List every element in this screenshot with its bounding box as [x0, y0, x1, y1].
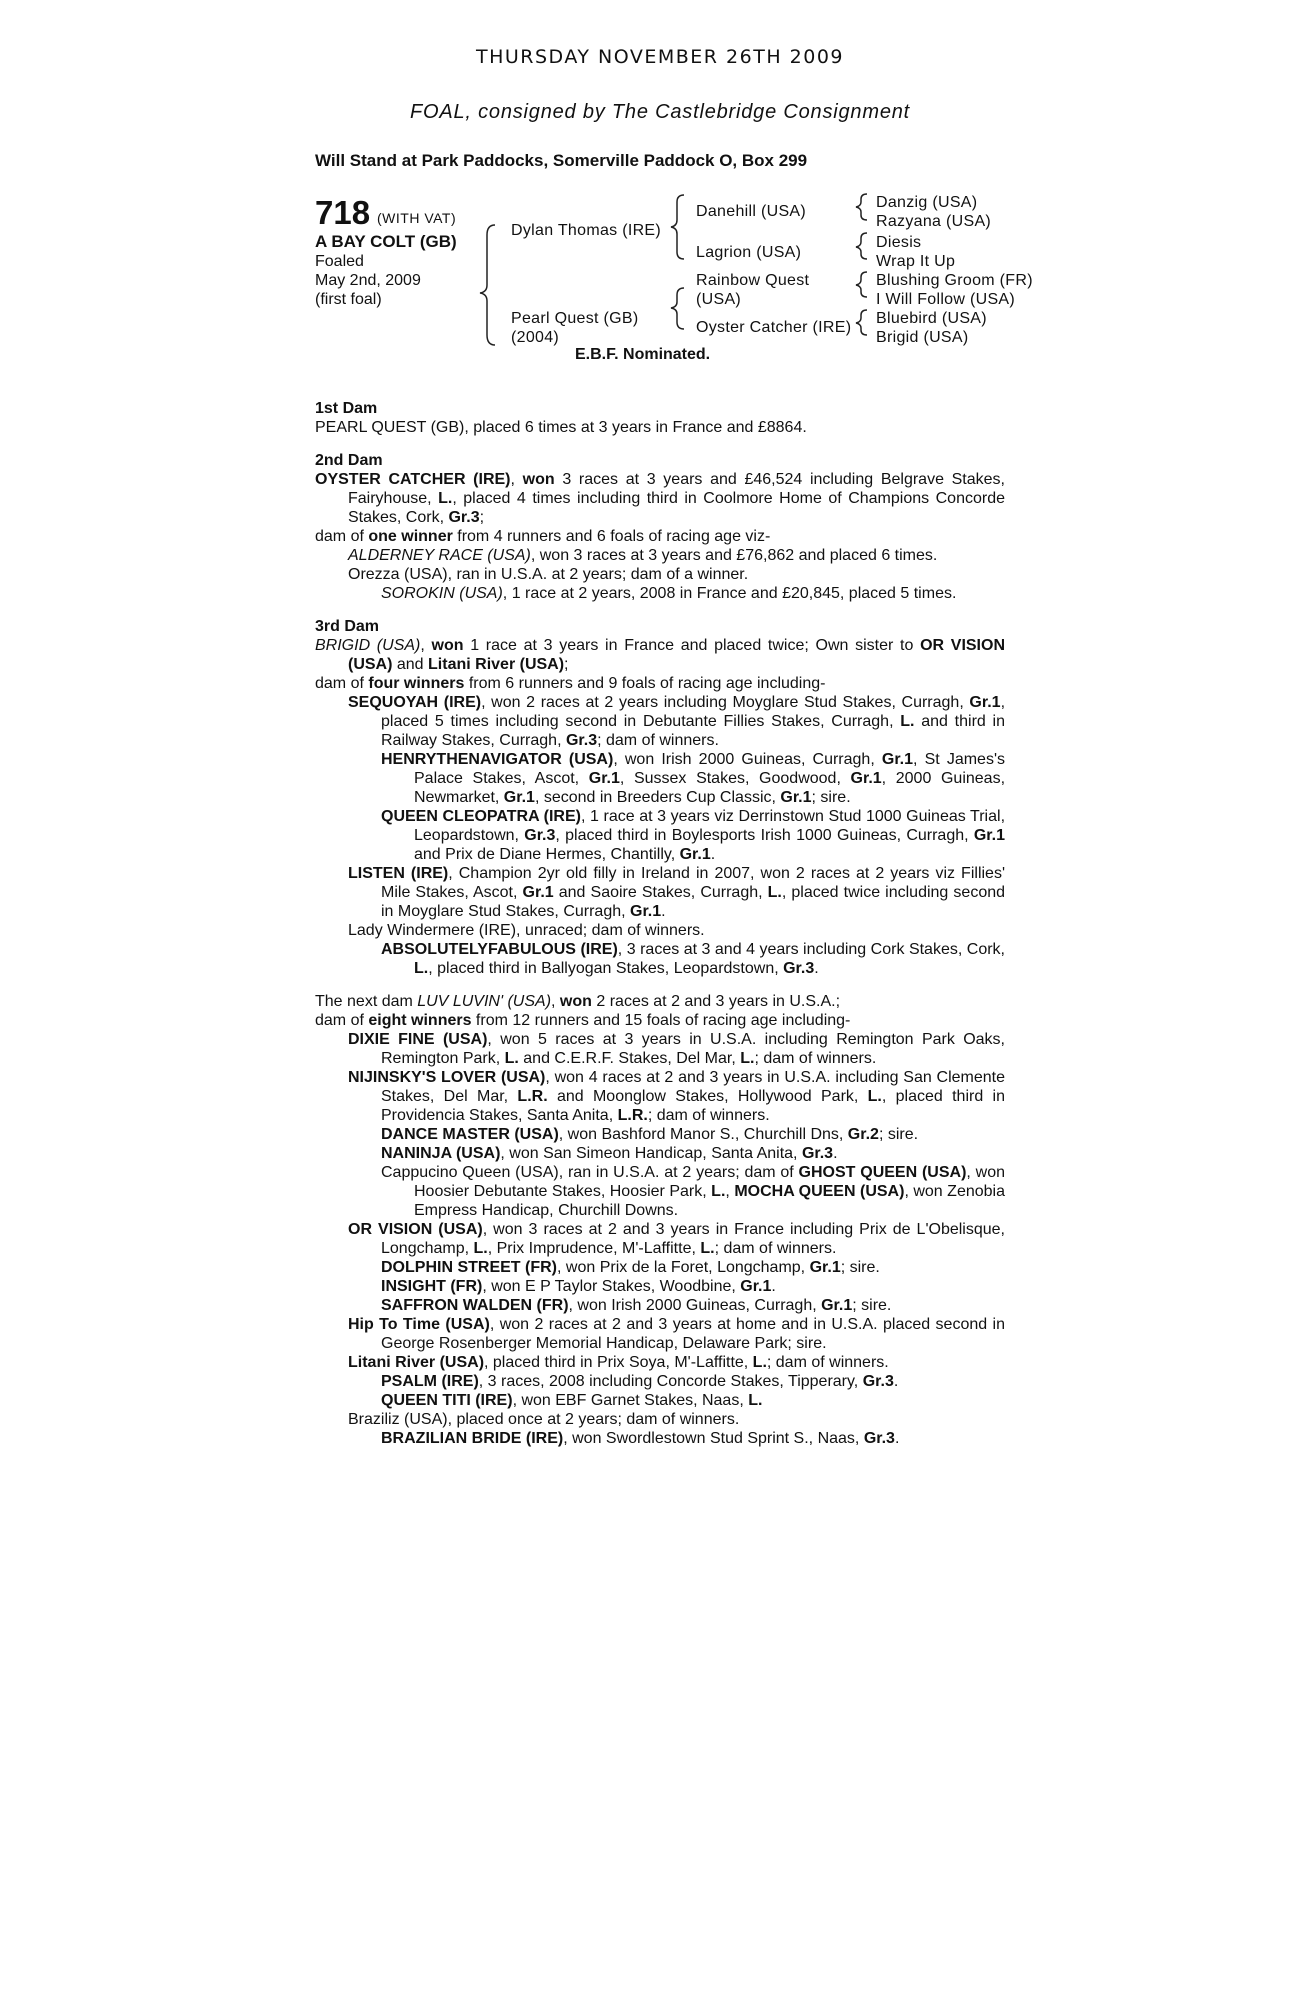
produce-summary-text: from 6 runners and 9 foals of racing age including-: [464, 675, 826, 692]
produce-name: ALDERNEY RACE (USA): [348, 547, 531, 564]
pedigree-dam-name: Pearl Quest (GB): [511, 310, 639, 327]
lot-name: A BAY COLT (GB): [315, 232, 457, 251]
produce-entry: SAFFRON WALDEN (FR), won Irish 2000 Guineas, Curragh, Gr.1; sire.: [381, 1297, 892, 1314]
pedigree-sdd: Wrap It Up: [876, 253, 956, 270]
foaled-label: Foaled: [315, 253, 364, 270]
second-dam-name: OYSTER CATCHER (IRE): [315, 471, 511, 488]
dam-of: dam of: [315, 528, 369, 545]
produce-entry: HENRYTHENAVIGATOR (USA), won Irish 2000 Guineas, Curragh, Gr.1, St James's Palace Stakes, Ascot, Gr.1, Sussex Stakes, Goodwood, Gr.1, 2000 Guineas, Newmarket, Gr.1, second in Breeders Cup Classic, Gr.1; sire.: [381, 751, 1006, 806]
third-dam-produce-summary: [315, 674, 1005, 693]
third-dam-name: BRIGID (USA): [315, 637, 421, 654]
pedigree-sire-dam: Lagrion (USA): [696, 244, 802, 261]
second-dam-produce-summary: [315, 527, 1005, 546]
ebf-nomination: E.B.F. Nominated.: [575, 346, 711, 363]
vat-note: (WITH VAT): [377, 210, 457, 226]
produce-entry: PSALM (IRE), 3 races, 2008 including Concorde Stakes, Tipperary, Gr.3.: [381, 1373, 899, 1390]
produce-entry: BRAZILIAN BRIDE (IRE), won Swordlestown Stud Sprint S., Naas, Gr.3.: [381, 1430, 900, 1447]
won-label: won: [522, 471, 555, 488]
lot-number: 718: [315, 194, 371, 231]
pedigree-ddd: Brigid (USA): [876, 329, 969, 346]
produce-name: SOROKIN (USA): [381, 585, 503, 602]
produce-record: [315, 385, 1005, 1448]
sibling-name: Litani River (USA): [428, 656, 565, 673]
produce-entry: [315, 546, 1005, 565]
produce-entry: Litani River (USA), placed third in Prix Soya, M'-Laffitte, L.; dam of winners.: [348, 1354, 889, 1371]
next-dam-text: 2 races at 2 and 3 years in U.S.A.;: [591, 993, 841, 1010]
pedigree-dam-dam: Oyster Catcher (IRE): [696, 319, 852, 336]
produce-entry: Braziliz (USA), placed once at 2 years; dam of winners.: [348, 1411, 740, 1428]
produce-entry: ABSOLUTELYFABULOUS (IRE), 3 races at 3 and 4 years including Cork Stakes, Cork, L., placed third in Ballyogan Stakes, Leopardstown, Gr.3.: [381, 941, 1006, 977]
produce-summary-text: from 12 runners and 15 foals of racing age including-: [471, 1012, 851, 1029]
sibling-name: OR VISION (USA): [348, 637, 1006, 673]
pedigree-dam-year: (2004): [511, 329, 560, 346]
conj: and: [392, 656, 429, 673]
next-dam-entry: The next dam LUV LUVIN' (USA), won 2 races at 2 and 3 years in U.S.A.;: [315, 993, 841, 1010]
pedigree-ssd: Razyana (USA): [876, 213, 992, 230]
pedigree-sds: Diesis: [876, 234, 922, 251]
produce-entry: Orezza (USA), ran in U.S.A. at 2 years; dam of a winner.: [348, 566, 749, 583]
pedigree-sss: Danzig (USA): [876, 194, 978, 211]
third-dam-entry: BRIGID (USA), won 1 race at 3 years in France and placed twice; Own sister to OR VISION (USA) and Litani River (USA);: [315, 637, 1006, 673]
next-dam-produce-summary: [315, 1011, 1005, 1030]
foaled-date: May 2nd, 2009: [315, 272, 421, 289]
next-dam-lead: The next dam: [315, 993, 418, 1010]
pedigree-dam-sire-line1: Rainbow Quest: [696, 272, 810, 289]
consignment-line: FOAL, consigned by The Castlebridge Consignment: [409, 101, 911, 123]
produce-entry: QUEEN CLEOPATRA (IRE), 1 race at 3 years viz Derrinstown Stud 1000 Guineas Trial, Leopardstown, Gr.3, placed third in Boylesports Irish 1000 Guineas, Curragh, Gr.1 and Prix de Diane Hermes, Chantilly, Gr.1.: [381, 808, 1006, 863]
winners-count: eight winners: [368, 1012, 472, 1029]
punct: ;: [564, 656, 569, 673]
produce-entry: NANINJA (USA), won San Simeon Handicap, Santa Anita, Gr.3.: [381, 1145, 838, 1162]
produce-entry: DIXIE FINE (USA), won 5 races at 3 years in U.S.A. including Remington Park Oaks, Remington Park, L. and C.E.R.F. Stakes, Del Mar, L.; dam of winners.: [348, 1031, 1006, 1067]
winners-count: one winner: [368, 528, 453, 545]
third-dam-heading: 3rd Dam: [315, 618, 380, 635]
won-label: won: [559, 993, 592, 1010]
dam-of: dam of: [315, 1012, 369, 1029]
winners-count: four winners: [368, 675, 465, 692]
pedigree-dds: Bluebird (USA): [876, 310, 987, 327]
dam-of: dam of: [315, 675, 369, 692]
produce-text: , won 3 races at 3 years and £76,862 and placed 6 times.: [530, 547, 938, 564]
next-dam-name: LUV LUVIN' (USA): [417, 993, 552, 1010]
produce-entry: [315, 584, 1005, 603]
produce-entry: LISTEN (IRE), Champion 2yr old filly in Ireland in 2007, won 2 races at 2 years viz Fillies' Mile Stakes, Ascot, Gr.1 and Saoire Stakes, Curragh, L., placed twice including second in Moyglare Stud Stakes, Curragh, Gr.1.: [348, 865, 1006, 920]
produce-entry: SEQUOYAH (IRE), won 2 races at 2 years including Moyglare Stud Stakes, Curragh, Gr.1, placed 5 times including second in Debutante Fillies Stakes, Curragh, L. and third in Railway Stakes, Curragh, Gr.3; dam of winners.: [348, 694, 1006, 749]
produce-summary-text: from 4 runners and 6 foals of racing age viz-: [452, 528, 771, 545]
stand-location: Will Stand at Park Paddocks, Somerville Paddock O, Box 299: [315, 151, 808, 170]
produce-entry: DANCE MASTER (USA), won Bashford Manor S., Churchill Dns, Gr.2; sire.: [381, 1126, 919, 1143]
produce-entry: Lady Windermere (IRE), unraced; dam of winners.: [348, 922, 705, 939]
produce-entry: Cappucino Queen (USA), ran in U.S.A. at 2 years; dam of GHOST QUEEN (USA), won Hoosier Debutante Stakes, Hoosier Park, L., MOCHA QUEEN (USA), won Zenobia Empress Handicap, Churchill Downs.: [381, 1164, 1006, 1219]
first-dam-text: PEARL QUEST (GB), placed 6 times at 3 years in France and £8864.: [315, 419, 807, 436]
listed-label: L.: [438, 490, 453, 507]
pedigree-dam-sire-line2: (USA): [696, 291, 742, 308]
pedigree-dsd: I Will Follow (USA): [876, 291, 1016, 308]
produce-entry: OR VISION (USA), won 3 races at 2 and 3 years in France including Prix de L'Obelisque, Longchamp, L., Prix Imprudence, M'-Laffitte, L.; dam of winners.: [348, 1221, 1006, 1257]
second-dam-heading: 2nd Dam: [315, 452, 383, 469]
third-dam-text: 1 race at 3 years in France and placed twice; Own sister to: [463, 637, 921, 654]
produce-entry: INSIGHT (FR), won E P Taylor Stakes, Woodbine, Gr.1.: [381, 1278, 776, 1295]
produce-entry: DOLPHIN STREET (FR), won Prix de la Foret, Longchamp, Gr.1; sire.: [381, 1259, 880, 1276]
pedigree-sire: Dylan Thomas (IRE): [511, 222, 662, 239]
produce-text: , 1 race at 2 years, 2008 in France and £20,845, placed 5 times.: [502, 585, 957, 602]
pedigree-sire-sire: Danehill (USA): [696, 203, 807, 220]
produce-entry: QUEEN TITI (IRE), won EBF Garnet Stakes, Naas, L.: [381, 1392, 763, 1409]
produce-entry: NIJINSKY'S LOVER (USA), won 4 races at 2 and 3 years in U.S.A. including San Clemente Stakes, Del Mar, L.R. and Moonglow Stakes, Hollywood Park, L., placed third in Providencia Stakes, Santa Anita, L.R.; dam of winners.: [348, 1069, 1005, 1124]
second-dam-text2: , placed 4 times including third in Coolmore Home of Champions Concorde Stakes, Cork,: [348, 490, 1005, 526]
punct: ;: [479, 509, 485, 526]
sale-date: THURSDAY NOVEMBER 26TH 2009: [476, 46, 844, 68]
pedigree-dss: Blushing Groom (FR): [876, 272, 1033, 289]
first-foal-note: (first foal): [315, 291, 382, 308]
won-label: won: [431, 637, 464, 654]
second-dam-entry: OYSTER CATCHER (IRE), won 3 races at 3 years and £46,524 including Belgrave Stakes, Fairyhouse, L., placed 4 times including third in Coolmore Home of Champions Concorde Stakes, Cork, Gr.3;: [315, 471, 1005, 526]
first-dam-heading: 1st Dam: [315, 400, 378, 417]
second-dam-text: 3 races at 3 years and £46,524 including Belgrave Stakes, Fairyhouse,: [348, 471, 1005, 507]
produce-entry: Hip To Time (USA), won 2 races at 2 and 3 years at home and in U.S.A. placed second in George Rosenberger Memorial Handicap, Delaware Park; sire.: [348, 1316, 1005, 1352]
group-label: Gr.3: [448, 509, 480, 526]
